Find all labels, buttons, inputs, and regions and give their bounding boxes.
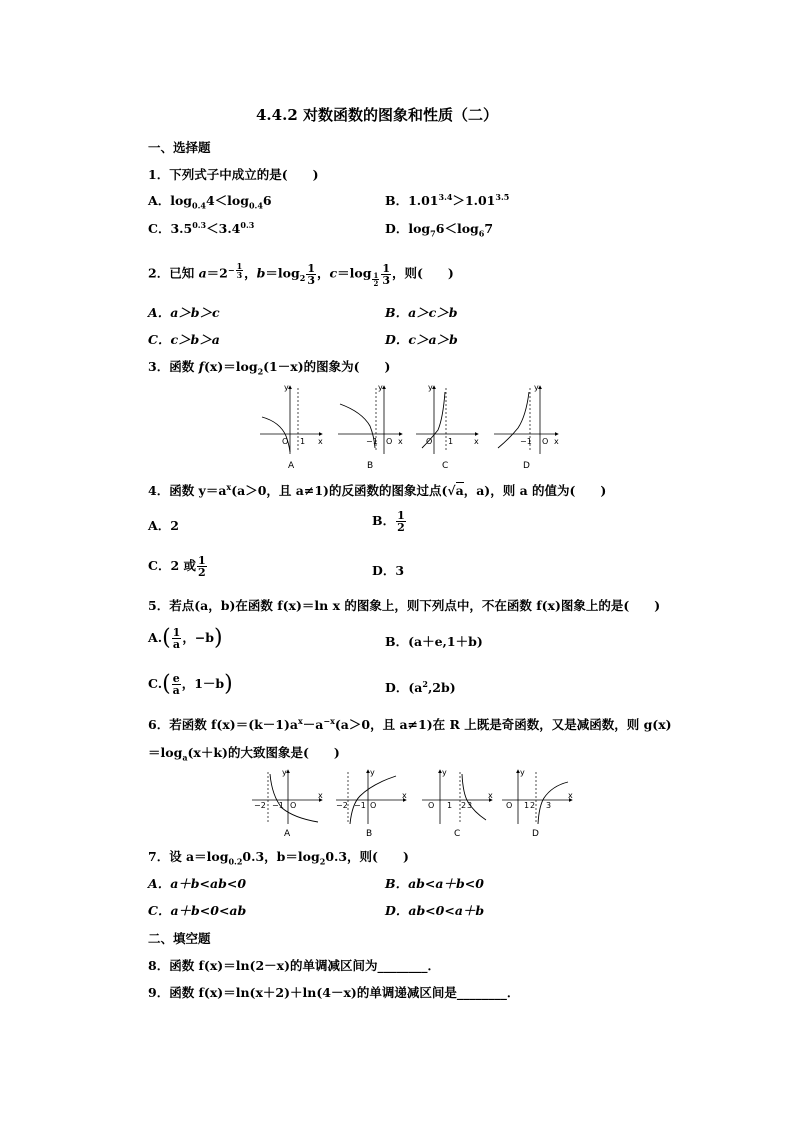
q6-label-b: B	[366, 829, 373, 839]
q4-option-d: D．3	[372, 563, 405, 578]
q6d-tick-2: 2	[530, 801, 536, 810]
q9-stem: 9．函数 f(x)＝ln(x＋2)＋ln(4－x)的单调递减区间是________．	[148, 985, 520, 1000]
q3b-x-label: x	[398, 437, 403, 446]
q6b-x-label: x	[402, 791, 407, 800]
q7-option-b: B．ab<a＋b<0	[385, 876, 484, 891]
q5-option-c: C.( $\frac{e}{a}$ ，1－b)	[148, 671, 233, 697]
q7-option-a: A．a＋b<ab<0	[148, 876, 247, 891]
q6-label-c: C	[454, 829, 461, 839]
q6-stem-line2: $=\log_a(x+k)$的大致图象是( )	[148, 745, 340, 763]
q7-option-d: D．ab<0<a＋b	[385, 903, 485, 918]
q6a-tick-m2: −2	[254, 801, 266, 810]
q1-option-a: A．$\log_{0.4}4<\log_{0.4}6$	[148, 193, 272, 211]
q3-label-d: D	[523, 461, 530, 471]
q6d-y-label: y	[520, 768, 525, 777]
q6c-y-label: y	[442, 768, 447, 777]
q6a-tick-m1: −1	[272, 801, 284, 810]
q3-graphs	[258, 382, 568, 472]
q3-graph-a	[260, 383, 323, 471]
q5-option-d: D．$(a^2,2b)$	[385, 678, 456, 695]
q6-graph-a	[252, 768, 323, 839]
q1-option-c: C．$3.5^{0.3}<3.4^{0.3}$	[148, 219, 255, 236]
q3-label-a: A	[288, 461, 295, 471]
q6-graphs	[250, 768, 580, 840]
q3-graph-c	[416, 383, 479, 471]
q6c-origin-label: O	[428, 801, 435, 810]
q5-option-a: A.( $\frac{1}{a}$ ，−b)	[148, 625, 223, 651]
q6d-tick-1: 1	[524, 801, 530, 810]
q6-label-a: A	[284, 829, 291, 839]
q2-option-c: C．c＞b＞a	[148, 332, 220, 347]
q3-graph-d	[494, 383, 559, 471]
q2-option-d: D．c＞a＞b	[385, 332, 458, 347]
q3b-tick-label: −1	[366, 437, 378, 446]
q3c-tick-label: 1	[448, 437, 454, 446]
q4-stem: 4．函数 $y=a^x(a>0$，且 a≠1)的反函数的图象过点(√a，a)，则 a 的值为( )	[148, 481, 607, 498]
q7-option-c: C．a＋b<0<ab	[148, 903, 247, 918]
q3a-tick-label: 1	[300, 437, 306, 446]
q3c-origin-label: O	[426, 437, 433, 446]
q2-stem: 2．已知 $a=2^{- \frac{1}{3}}$ ，$b=\log_2$ $\frac{1}{3}$ ，c＝log $_{\frac{1}{2}}$ $\frac{1}{3}$ ，则( )	[148, 261, 454, 288]
q5-stem: 5．若点(a，b)在函数 f(x)＝ln x 的图象上，则下列点中，不在函数 f(x)图象上的是( )	[148, 598, 661, 613]
q6-stem-line1: 6．若函数 $f(x)=(k-1)a^x-a^{-x}(a>0$，且 a≠1)在 R 上既是奇函数，又是减函数，则 g(x)	[148, 715, 672, 732]
q6b-origin-label: O	[370, 801, 377, 810]
q4-option-a: A．2	[148, 518, 179, 533]
q3d-tick-label: −1	[520, 437, 532, 446]
q6c-x-label: x	[488, 791, 493, 800]
q3a-origin-label: O	[282, 437, 289, 446]
q6-graph-c	[422, 768, 493, 839]
q3b-origin-label: O	[386, 437, 393, 446]
section-choice: 一、选择题	[148, 140, 211, 155]
q6d-x-label: x	[568, 791, 573, 800]
q3d-x-label: x	[554, 437, 559, 446]
q5-option-b: B．(a＋e,1＋b)	[385, 634, 483, 649]
q4-option-c: C．2 或 $\frac{1}{2}$	[148, 554, 206, 579]
q6d-origin-label: O	[506, 801, 513, 810]
q3a-x-label: x	[318, 437, 323, 446]
q6a-y-label: y	[282, 768, 287, 777]
q3-stem: 3．函数 $f(x)=\log_2(1-x)$的图象为( )	[148, 359, 391, 377]
q6d-tick-3: 3	[546, 801, 552, 810]
q8-stem: 8．函数 f(x)＝ln(2－x)的单调减区间为________．	[148, 958, 441, 973]
q3-graph-b	[338, 383, 403, 471]
q1-option-b: B．$1.01^{3.4}>1.01^{3.5}$	[385, 191, 510, 208]
q7-stem: 7．设 $a=\log_{0.2}0.3$，$b=\log_20.3$，则( )	[148, 849, 409, 867]
q6b-tick-m1: −1	[354, 801, 366, 810]
q6-graph-d	[502, 768, 573, 839]
q2-option-a: A．a＞b＞c	[148, 305, 220, 320]
q6-label-d: D	[532, 829, 539, 839]
q4-option-b: B． $\frac{1}{2}$	[372, 509, 405, 534]
q6a-x-label: x	[318, 791, 323, 800]
q3b-y-label: y	[378, 383, 383, 392]
q3c-y-label: y	[428, 383, 433, 392]
q3a-y-label: y	[284, 383, 289, 392]
q3-label-c: C	[442, 461, 449, 471]
q6-graph-b	[336, 768, 407, 839]
q3d-y-label: y	[534, 383, 539, 392]
q6b-y-label: y	[370, 768, 375, 777]
section-fill: 二、填空题	[148, 931, 211, 946]
q6c-tick-2: 2	[461, 801, 467, 810]
page-title: 4.4.2 对数函数的图象和性质（二）	[256, 106, 498, 124]
q6c-tick-3: 3	[467, 801, 473, 810]
q1-option-d: D．$\log_76<\log_67$	[385, 221, 494, 239]
q3-label-b: B	[367, 461, 374, 471]
q3d-origin-label: O	[542, 437, 549, 446]
q3c-x-label: x	[474, 437, 479, 446]
q6b-tick-m2: −2	[336, 801, 348, 810]
q1-stem: 1．下列式子中成立的是( )	[148, 167, 319, 182]
q6c-tick-1: 1	[447, 801, 453, 810]
q6a-origin-label: O	[290, 801, 297, 810]
q2-option-b: B．a＞c＞b	[385, 305, 458, 320]
